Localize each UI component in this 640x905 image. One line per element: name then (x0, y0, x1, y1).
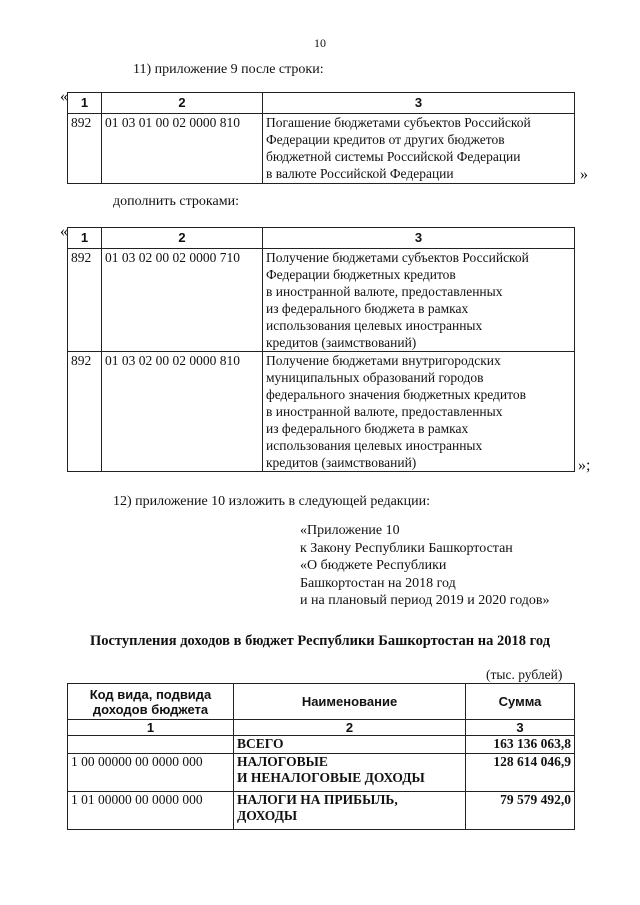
col-header: Сумма (466, 684, 575, 720)
appendix-header (300, 522, 550, 610)
cell-classifier: 01 03 01 00 02 0000 810 (102, 114, 263, 184)
cell-name (234, 792, 466, 830)
table-row (68, 792, 575, 830)
col-header: Наименование (234, 684, 466, 720)
col-header: 1 (68, 228, 102, 249)
page-number: 10 (314, 36, 326, 50)
col-header: 2 (102, 228, 263, 249)
appendix-line: «О бюджете Республики (300, 558, 447, 573)
cell-code: 1 00 00000 00 0000 000 (68, 754, 234, 792)
col-header: 1 (68, 93, 102, 114)
name-line: ДОХОДЫ (237, 808, 298, 823)
cell-description (263, 249, 575, 352)
item12-intro: 12) приложение 10 изложить в следующей редакции: (113, 494, 430, 509)
add-text: дополнить строками: (113, 194, 239, 209)
col-number: 2 (234, 720, 466, 736)
cell-description (263, 352, 575, 472)
cell-code: 892 (68, 114, 102, 184)
name-line: И НЕНАЛОГОВЫЕ ДОХОДЫ (237, 770, 425, 785)
revenue-title: Поступления доходов в бюджет Республики Башкортостан на 2018 год (89, 633, 551, 649)
desc-line: из федерального бюджета в рамках (266, 421, 469, 436)
desc-line: Получение бюджетами субъектов Российской (266, 250, 529, 265)
open-quote: « (60, 88, 68, 105)
col-number: 3 (466, 720, 575, 736)
desc-line: Федерации кредитов от других бюджетов (266, 132, 505, 147)
cell-code: 892 (68, 352, 102, 472)
open-quote: « (60, 223, 68, 240)
cell-classifier: 01 03 02 00 02 0000 710 (102, 249, 263, 352)
cell-sum: 128 614 046,9 (466, 754, 575, 792)
close-quote: »; (578, 457, 591, 474)
desc-line: кредитов (заимствований) (266, 455, 417, 470)
cell-sum: 163 136 063,8 (466, 736, 575, 754)
appendix-line: и на плановый период 2019 и 2020 годов» (300, 593, 550, 608)
table-row (68, 754, 575, 792)
name-line: НАЛОГИ НА ПРИБЫЛЬ, (237, 792, 398, 807)
cell-code: 892 (68, 249, 102, 352)
name-line: ВСЕГО (237, 736, 284, 751)
revenue-table (67, 683, 575, 830)
cell-name (234, 754, 466, 792)
desc-line: Федерации бюджетных кредитов (266, 267, 456, 282)
table-row (68, 249, 575, 352)
appendix-line: к Закону Республики Башкортостан (300, 540, 513, 556)
desc-line: бюджетной системы Российской Федерации (266, 149, 521, 164)
col-header: 3 (263, 228, 575, 249)
col-header: 3 (263, 93, 575, 114)
col-header: 2 (102, 93, 263, 114)
cell-code (68, 736, 234, 754)
desc-line: использования целевых иностранных (266, 438, 483, 453)
desc-line: в иностранной валюте, предоставленных (266, 404, 503, 419)
desc-line: муниципальных образований городов (266, 370, 484, 385)
desc-line: Получение бюджетами внутригородских (266, 353, 501, 368)
cell-name (234, 736, 466, 754)
table-original-row (67, 92, 575, 184)
cell-code: 1 01 00000 00 0000 000 (68, 792, 234, 830)
desc-line: из федерального бюджета в рамках (266, 301, 469, 316)
cell-classifier: 01 03 02 00 02 0000 810 (102, 352, 263, 472)
desc-line: в валюте Российской Федерации (266, 166, 454, 181)
col-header: Код вида, подвида доходов бюджета (68, 684, 234, 720)
cell-description (263, 114, 575, 184)
table-row (68, 114, 575, 184)
table-added-rows (67, 227, 575, 472)
col-number: 1 (68, 720, 234, 736)
desc-line: федерального значения бюджетных кредитов (266, 387, 526, 402)
desc-line: в иностранной валюте, предоставленных (266, 284, 503, 299)
cell-sum: 79 579 492,0 (466, 792, 575, 830)
units-label: (тыс. рублей) (486, 667, 563, 682)
desc-line: кредитов (заимствований) (266, 335, 417, 350)
name-line: НАЛОГОВЫЕ (237, 754, 328, 769)
table-row (68, 352, 575, 472)
table-row (68, 736, 575, 754)
appendix-line: Башкортостан на 2018 год (300, 575, 456, 591)
item11-intro: 11) приложение 9 после строки: (133, 62, 324, 77)
appendix-line: «Приложение 10 (300, 523, 400, 538)
close-quote: » (580, 166, 588, 183)
desc-line: использования целевых иностранных (266, 318, 483, 333)
desc-line: Погашение бюджетами субъектов Российской (266, 115, 531, 130)
